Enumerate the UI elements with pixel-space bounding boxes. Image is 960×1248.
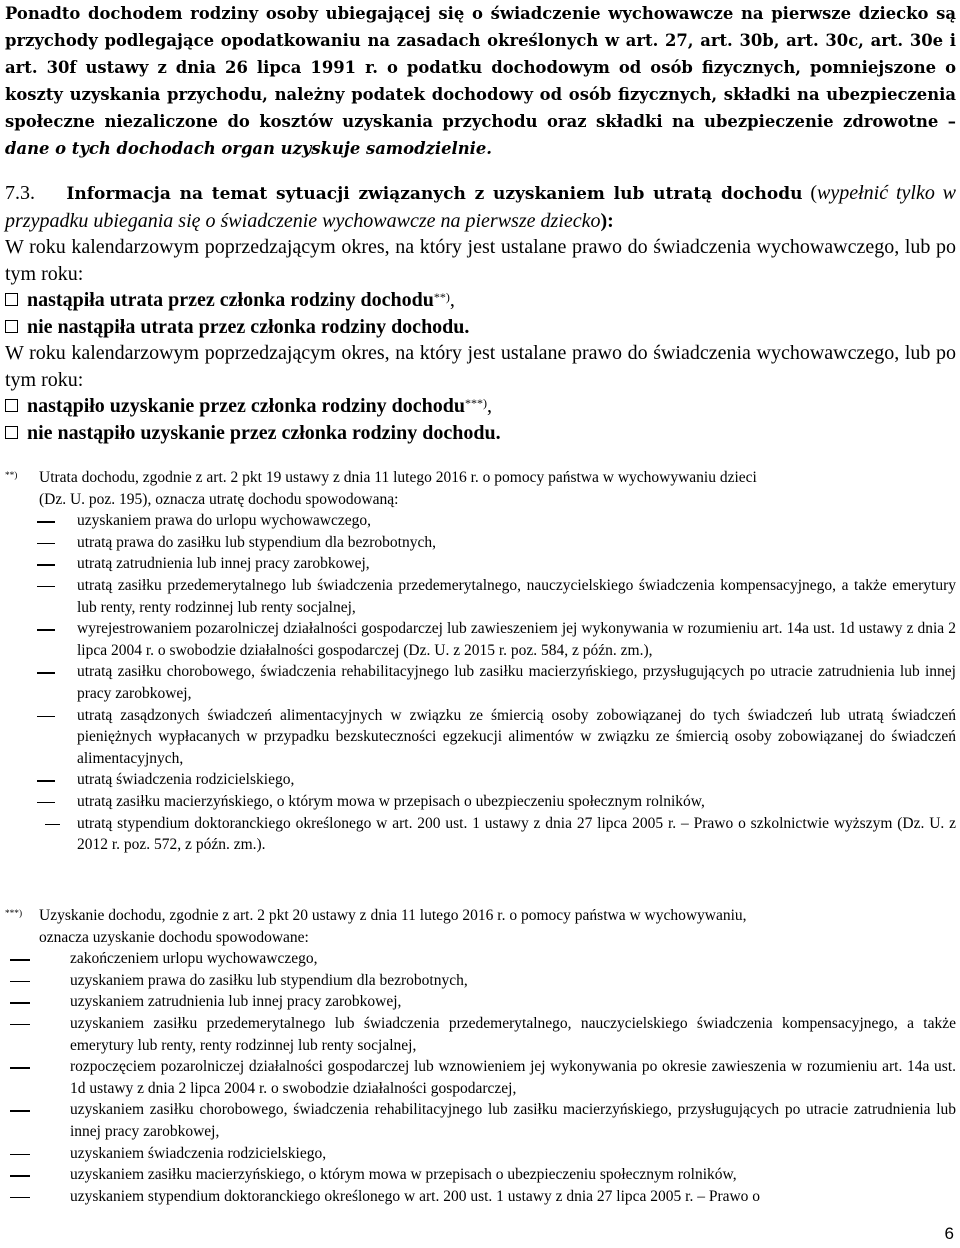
list-item: uzyskaniem stypendium doktoranckiego określonego w art. 200 ust. 1 ustawy z dnia 27 lipca 2005 r. – Prawo o	[5, 1186, 956, 1208]
section-hint-close: ):	[600, 209, 614, 232]
section-number: 7.3.	[5, 182, 35, 204]
list-item: utratą zatrudnienia lub innej pracy zarobkowej,	[5, 553, 956, 575]
list-item: utratą zasiłku przedemerytalnego lub świadczenia przedemerytalnego, nauczycielskiego świadczenia kompensacyjnego, a także emerytury lub renty, renty rodzinnej lub renty socjalnej,	[5, 575, 956, 618]
list-item: uzyskaniem zatrudnienia lub innej pracy zarobkowej,	[5, 991, 956, 1013]
list-item: utratą zasiłku macierzyńskiego, o którym mowa w przepisach o ubezpieczeniu społecznym rolników,	[5, 791, 956, 813]
checkbox-loss-no[interactable]	[5, 320, 18, 333]
checkbox-loss-yes[interactable]	[5, 293, 18, 306]
footnote-mark: ***)	[5, 908, 23, 919]
list-item: zakończeniem urlopu wychowawczego,	[5, 948, 956, 970]
list-item: uzyskaniem prawa do zasiłku lub stypendium dla bezrobotnych,	[5, 970, 956, 992]
footnote-intro-cont: oznacza uzyskanie dochodu spowodowane:	[39, 928, 309, 946]
income-paragraph-text: Ponadto dochodem rodziny osoby ubiegającej się o świadczenie wychowawcze na pierwsze dziecko są przychody podlegające opodatkowaniu na zasadach określonych w art. 27, art. 30b, art. 30c, art. 30e i art. 30f ustawy z dnia 26 lipca 1991 r. o podatku dochodowym od osób fizycznych, pomniejszone o koszty uzyskania przychodu, należny podatek dochodowy od osób fizycznych, składki na ubezpieczenia społeczne niezaliczone do kosztów uzyskania przychodu oraz składki na ubezpieczenie zdrowotne –	[5, 4, 956, 131]
list-item: uzyskaniem zasiłku przedemerytalnego lub świadczenia przedemerytalnego, nauczycielskiego świadczenia kompensacyjnego, a także emerytury lub renty, renty rodzinnej lub renty socjalnej,	[5, 1013, 956, 1056]
checkbox-gain-yes[interactable]	[5, 399, 18, 412]
loss-list	[5, 510, 956, 856]
footnote-intro-cont: (Dz. U. poz. 195), oznacza utratę dochodu spowodowaną:	[39, 490, 399, 508]
list-item: uzyskaniem zasiłku macierzyńskiego, o którym mowa w przepisach o ubezpieczeniu społecznym rolników,	[5, 1164, 956, 1186]
section-hint: wypełnić tylko w przypadku ubiegania się o świadczenie wychowawcze na pierwsze dziecko	[5, 182, 957, 232]
list-item: utratą stypendium doktoranckiego określonego w art. 200 ust. 1 ustawy z dnia 27 lipca 2005 r. – Prawo o szkolnictwie wyższym (Dz. U. z 2012 r. poz. 572, z późn. zm.).	[5, 813, 956, 856]
gain-intro: W roku kalendarzowym poprzedzającym okres, na który jest ustalane prawo do świadczenia wychowawczego, lub po tym roku:	[5, 342, 956, 391]
option-gain-yes-ref: ***)	[465, 395, 488, 410]
list-item: utratą świadczenia rodzicielskiego,	[5, 769, 956, 791]
list-item: utratą prawa do zasiłku lub stypendium dla bezrobotnych,	[5, 532, 956, 554]
footnote-intro: Utrata dochodu, zgodnie z art. 2 pkt 19 ustawy z dnia 11 lutego 2016 r. o pomocy państwa w wychowywaniu dzieci	[39, 469, 757, 486]
option-loss-no[interactable]	[5, 314, 956, 341]
list-item: utratą zasiłku chorobowego, świadczenia rehabilitacyjnego lub zasiłku macierzyńskiego, przysługujących po utracie zatrudnienia lub innej pracy zarobkowej,	[5, 661, 956, 704]
option-gain-yes[interactable]: nastąpiło uzyskanie przez członka rodziny dochodu***),	[5, 393, 956, 420]
footnote-income-loss	[5, 467, 956, 856]
loss-intro: W roku kalendarzowym poprzedzającym okres, na który jest ustalane prawo do świadczenia wychowawczego, lub po tym roku:	[5, 236, 956, 285]
list-item: uzyskaniem prawa do urlopu wychowawczego,	[5, 510, 956, 532]
option-gain-no-label: nie nastąpiło uzyskanie przez członka rodziny dochodu.	[27, 421, 501, 444]
list-item: rozpoczęciem pozarolniczej działalności gospodarczej lub wznowieniem jej wykonywania po okresie zawieszenia w rozumieniu art. 14a ust. 1d ustawy z dnia 2 lipca 2004 r. o swobodzie działalności gospodarczej,	[5, 1056, 956, 1099]
option-loss-yes[interactable]: nastąpiła utrata przez członka rodziny dochodu**),	[5, 287, 956, 314]
list-item: uzyskaniem świadczenia rodzicielskiego,	[5, 1143, 956, 1165]
option-loss-yes-ref: **)	[433, 289, 450, 304]
section-7-3	[5, 180, 956, 446]
income-paragraph-note: dane o tych dochodach organ uzyskuje samodzielnie.	[5, 139, 493, 158]
page-number: 6	[944, 1224, 954, 1243]
checkbox-gain-no[interactable]	[5, 426, 18, 439]
income-paragraph	[5, 0, 956, 162]
option-gain-yes-label: nastąpiło uzyskanie przez członka rodziny dochodu	[27, 395, 466, 417]
option-loss-yes-label: nastąpiła utrata przez członka rodziny dochodu	[27, 289, 434, 311]
footnote-mark: **)	[5, 470, 18, 481]
gain-list	[5, 948, 956, 1207]
option-loss-no-label: nie nastąpiła utrata przez członka rodziny dochodu.	[27, 315, 470, 338]
list-item: utratą zasądzonych świadczeń alimentacyjnych w związku ze śmiercią osoby zobowiązanej do tych świadczeń lub utratą świadczeń pieniężnych wypłacanych w przypadku bezskuteczności egzekucji alimentów w związku ze śmiercią osoby zobowiązanej do świadczeń alimentacyjnych,	[5, 705, 956, 770]
list-item: wyrejestrowaniem pozarolniczej działalności gospodarczej lub zawieszeniem jej wykonywania w rozumieniu art. 14a ust. 1d ustawy z dnia 2 lipca 2004 r. o swobodzie działalności gospodarczej (Dz. U. z 2015 r. poz. 584, z późn. zm.),	[5, 618, 956, 661]
list-item: uzyskaniem zasiłku chorobowego, świadczenia rehabilitacyjnego lub zasiłku macierzyńskiego, przysługujących po utracie zatrudnienia lub innej pracy zarobkowej,	[5, 1099, 956, 1142]
section-heading: Informacja na temat sytuacji związanych z uzyskaniem lub utratą dochodu	[66, 184, 803, 204]
section-hint-open: (	[810, 182, 818, 204]
option-gain-no[interactable]	[5, 420, 956, 447]
footnote-income-gain	[5, 905, 956, 1207]
footnote-intro: Uzyskanie dochodu, zgodnie z art. 2 pkt 20 ustawy z dnia 11 lutego 2016 r. o pomocy państwa w wychowywaniu,	[39, 907, 747, 924]
